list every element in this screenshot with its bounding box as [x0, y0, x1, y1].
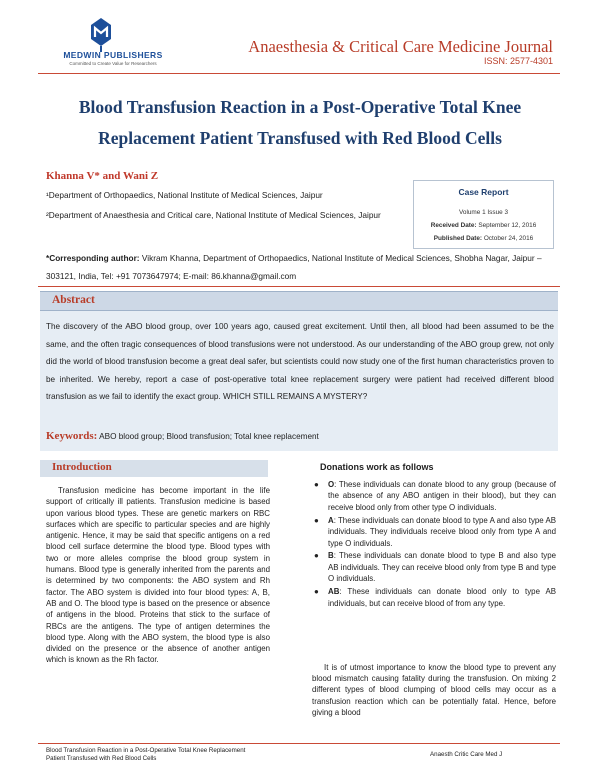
- medwin-logo-icon: [90, 18, 112, 52]
- footer-article-title: [46, 747, 306, 763]
- publisher-logo: [38, 14, 188, 72]
- blood-type-label: B: [328, 551, 334, 561]
- article-title: Blood Transfusion Reaction in a Post-Operative Total Knee Replacement Patient Transfused with Red Blood Cells: [78, 97, 522, 148]
- bullet-icon: ●: [314, 515, 319, 525]
- volume-issue: Volume 1 Issue 3: [458, 209, 509, 216]
- footer-title-line-2: Patient Transfused with Red Blood Cells: [46, 755, 157, 762]
- article-authors: Khanna V* and Wani Z: [46, 170, 159, 182]
- abstract-heading: Abstract: [52, 294, 95, 306]
- corresponding-author: [46, 249, 556, 285]
- header-divider: [38, 73, 560, 74]
- publisher-name: MEDWIN PUBLISHERS: [63, 50, 163, 60]
- received-date: [414, 222, 553, 229]
- footer-title-line-1: Blood Transfusion Reaction in a Post-Operative Total Knee Replacement: [46, 747, 246, 754]
- list-item: [314, 586, 556, 609]
- bullet-icon: ●: [314, 480, 319, 489]
- published-value: October 24, 2016: [482, 235, 534, 242]
- blood-type-text: : These individuals can donate blood to type A and also type AB individuals. They individuals receive blood only from type A and type O individuals.: [328, 515, 556, 548]
- donations-list: [314, 479, 556, 610]
- bullet-icon: ●: [314, 587, 319, 597]
- published-label: Published Date:: [433, 235, 483, 242]
- introduction-heading: Introduction: [52, 461, 112, 473]
- blood-type-text: : These individuals can donate blood only to type AB individuals, but can receive blood of from any type.: [328, 587, 556, 608]
- abstract-divider: [38, 286, 560, 287]
- case-report-box: [413, 180, 554, 249]
- footer-journal-abbrev: Anaesth Critic Care Med J: [430, 751, 503, 758]
- corresponding-label: *Corresponding author:: [46, 253, 140, 263]
- blood-type-paragraph: It is of utmost importance to know the blood type to prevent any blood mismatch causing fatality during the transfusion. On mixing 2 different types of blood clumping of blood cells may occur as a transfusion reaction which can be potentially fatal. Hence, before giving a blood: [312, 663, 556, 717]
- keywords: [46, 430, 554, 442]
- list-item: [314, 515, 556, 549]
- keywords-label: Keywords:: [46, 430, 98, 442]
- issn: ISSN: 2577-4301: [483, 56, 553, 66]
- received-label: Received Date:: [430, 222, 477, 229]
- abstract-text: The discovery of the ABO blood group, over 100 years ago, caused great excitement. Until then, all blood had been assumed to be the same, and the often tragic consequences of blood transfusions were not understood. As our understanding of the ABO group grew, not only did the world of blood transfusion become a great deal safer, but scientists could now study one of the first human characteristics proven to be inherited. We hereby, report a case of post-operative total knee replacement surgery were patient had received different blood transfusion as we fail to identify the exact group. WHICH STILL REMAINS A MYSTERY?: [46, 322, 554, 402]
- affiliation-2: ²Department of Anaesthesia and Critical care, National Institute of Medical Sciences, Jaipur: [46, 210, 381, 220]
- introduction-text: Transfusion medicine has become important in the life support of critically ill patients. Transfusion medicine is based upon various blood types. These are genetic markers on RBC surfaces which are specific to particular species and are highly antigenic. Hence, it may be said that specific antigens on a red blood cell surface determine the blood type. Blood types with two or more alleles comprise the blood group system in humans. Blood type is generally inherited from the parents and is determined by two components: the ABO system and Rh factor. The ABO system is divided into four blood types: A, B, AB and O. The blood type is based on the presence or absence of antigens in the blood. Proteins that stick to the surface of RBCs are the antigens. The type of antigen determines the blood type. Along with the ABO system, the blood type is also divided on the presence or the absence of another antigen which is known as the Rh factor.: [46, 486, 270, 665]
- case-type: Case Report: [458, 187, 509, 197]
- donations-heading: Donations work as follows: [320, 462, 434, 472]
- abstract-header-bar: [40, 291, 558, 311]
- published-date: [414, 235, 553, 242]
- corresponding-details: Vikram Khanna, Department of Orthopaedics, National Institute of Medical Sciences, Shobha Nagar, Jaipur – 303121, India, Tel: +91 7073647974; E-mail: 86.khanna@gmail.com: [46, 253, 542, 281]
- affiliation-1: ¹Department of Orthopaedics, National Institute of Medical Sciences, Jaipur: [46, 190, 323, 200]
- blood-type-label: O: [328, 480, 335, 489]
- bullet-icon: ●: [314, 551, 319, 561]
- keywords-text: ABO blood group; Blood transfusion; Total knee replacement: [97, 432, 319, 441]
- received-value: September 12, 2016: [476, 222, 537, 229]
- blood-type-label: AB: [328, 587, 340, 597]
- publisher-tagline: Committed to Create Value for Researchers: [69, 61, 157, 66]
- list-item: [314, 550, 556, 584]
- blood-type-text: : These individuals can donate blood to any group (because of the absence of any ABO antigen in their blood), but they can receive blood only from other type O individuals.: [328, 480, 556, 512]
- blood-type-label: A: [328, 515, 334, 525]
- footer-divider: [38, 743, 560, 744]
- list-item: [314, 479, 556, 513]
- journal-name: Anaesthesia & Critical Care Medicine Journal: [248, 37, 553, 56]
- blood-type-text: : These individuals can donate blood to type B and also type AB individuals. They can receive blood only from type B and type O individuals.: [328, 551, 556, 584]
